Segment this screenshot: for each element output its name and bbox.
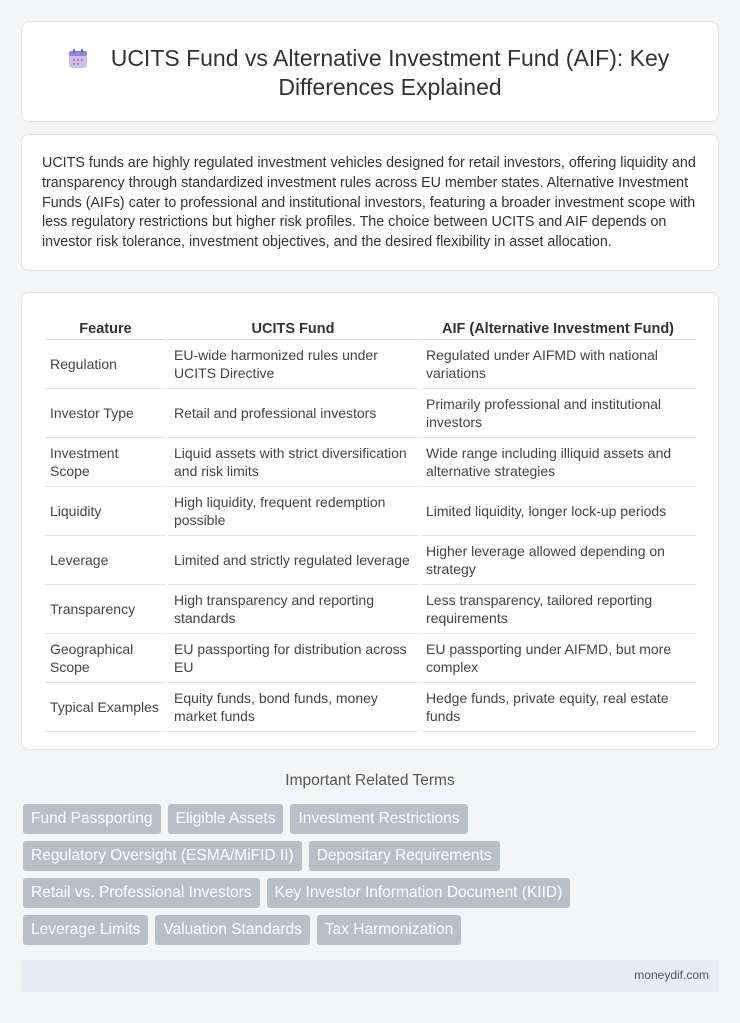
table-row [45, 536, 696, 585]
tag-row [23, 915, 723, 945]
aif-cell: Limited liquidity, longer lock-up periods [420, 487, 696, 536]
aif-cell: Less transparency, tailored reporting requirements [420, 585, 696, 634]
related-term-tag[interactable]: Key Investor Information Document (KIID) [267, 878, 571, 908]
tag-row [23, 804, 723, 834]
feature-cell: Leverage [45, 536, 166, 585]
table-row [45, 389, 696, 438]
related-term-tag[interactable]: Fund Passporting [23, 804, 161, 834]
ucits-cell: Retail and professional investors [168, 389, 418, 438]
title-card [21, 21, 719, 122]
ucits-cell: Limited and strictly regulated leverage [168, 536, 418, 585]
aif-cell: EU passporting under AIFMD, but more complex [420, 634, 696, 683]
ucits-cell: Liquid assets with strict diversification and risk limits [168, 438, 418, 487]
related-term-tag[interactable]: Eligible Assets [168, 804, 284, 834]
aif-cell: Higher leverage allowed depending on strategy [420, 536, 696, 585]
table-header-row [45, 314, 696, 340]
header-feature: Feature [45, 314, 166, 340]
feature-cell: Liquidity [45, 487, 166, 536]
feature-cell: Transparency [45, 585, 166, 634]
ucits-cell: EU-wide harmonized rules under UCITS Directive [168, 340, 418, 389]
intro-card [21, 134, 719, 271]
related-term-tag[interactable]: Investment Restrictions [290, 804, 467, 834]
related-term-tag[interactable]: Depositary Requirements [309, 841, 500, 871]
ucits-cell: Equity funds, bond funds, money market funds [168, 683, 418, 732]
page-title: UCITS Fund vs Alternative Investment Fund (AIF): Key Differences Explained [110, 45, 670, 100]
footer [21, 960, 719, 992]
table-row [45, 683, 696, 732]
related-terms-list [23, 804, 723, 952]
header-aif: AIF (Alternative Investment Fund) [420, 314, 696, 340]
ucits-cell: EU passporting for distribution across EU [168, 634, 418, 683]
ucits-cell: High liquidity, frequent redemption possible [168, 487, 418, 536]
intro-text: UCITS funds are highly regulated investment vehicles designed for retail investors, offering liquidity and transparency through standardized investment rules across EU member states. Alternative Investment Funds (AIFs) cater to professional and institutional investors, featuring a broader investment scope with less regulatory restrictions but higher risk profiles. The choice between UCITS and AIF depends on investor risk tolerance, investment objectives, and the desired flexibility in asset allocation. [42, 155, 696, 251]
comparison-card [21, 292, 719, 750]
feature-cell: Typical Examples [45, 683, 166, 732]
tag-row [23, 841, 723, 871]
aif-cell: Regulated under AIFMD with national variations [420, 340, 696, 389]
related-term-tag[interactable]: Leverage Limits [23, 915, 148, 945]
table-row [45, 340, 696, 389]
feature-cell: Regulation [45, 340, 166, 389]
feature-cell: Investor Type [45, 389, 166, 438]
related-term-tag[interactable]: Tax Harmonization [317, 915, 461, 945]
tag-row [23, 878, 723, 908]
aif-cell: Wide range including illiquid assets and alternative strategies [420, 438, 696, 487]
related-term-tag[interactable]: Regulatory Oversight (ESMA/MiFID II) [23, 841, 302, 871]
feature-cell: Geographical Scope [45, 634, 166, 683]
related-term-tag[interactable]: Retail vs. Professional Investors [23, 878, 260, 908]
table-row [45, 438, 696, 487]
table-row [45, 585, 696, 634]
aif-cell: Hedge funds, private equity, real estate funds [420, 683, 696, 732]
table-row [45, 634, 696, 683]
related-terms-title: Important Related Terms [285, 772, 455, 789]
table-row [45, 487, 696, 536]
aif-cell: Primarily professional and institutional investors [420, 389, 696, 438]
related-term-tag[interactable]: Valuation Standards [155, 915, 309, 945]
ucits-cell: High transparency and reporting standards [168, 585, 418, 634]
header-ucits: UCITS Fund [168, 314, 418, 340]
footer-site[interactable]: moneydif.com [634, 968, 709, 982]
feature-cell: Investment Scope [45, 438, 166, 487]
comparison-table [43, 314, 698, 732]
